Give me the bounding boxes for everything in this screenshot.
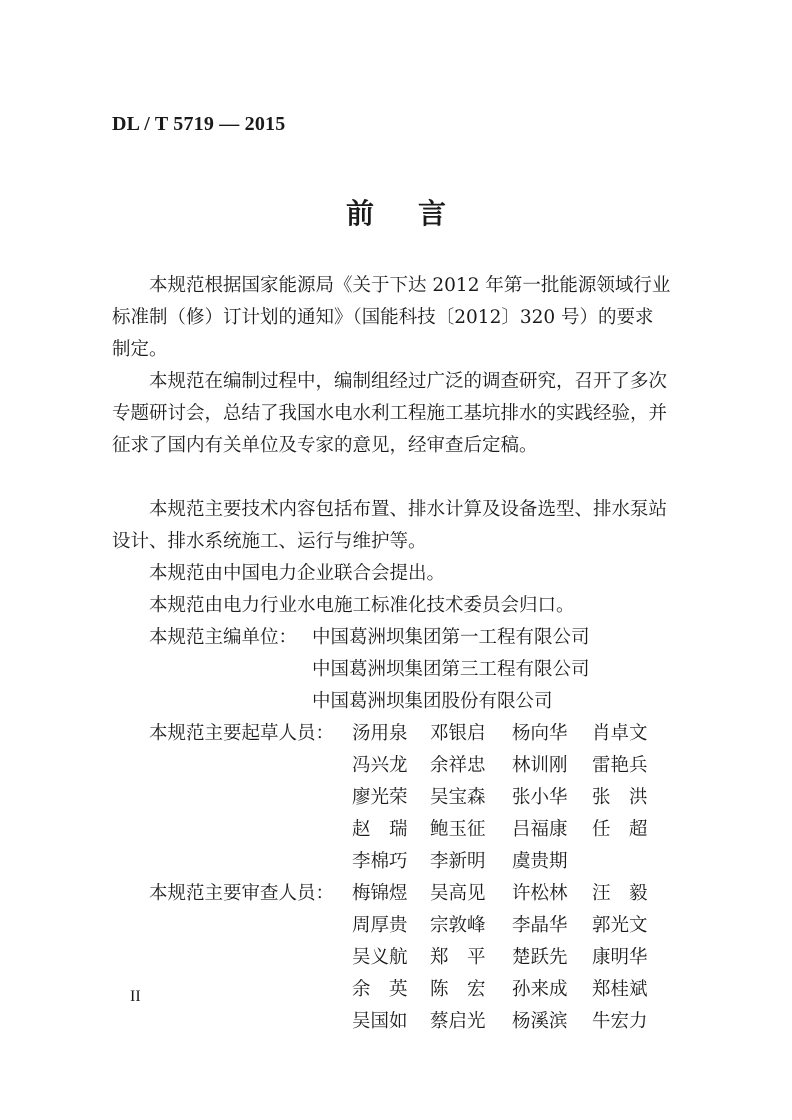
- drafter-name: 吴宝森: [430, 787, 486, 808]
- reviewer-name: 吴高见: [430, 883, 486, 904]
- drafter-name: 杨向华: [512, 723, 568, 744]
- reviewer-name: 汪 毅: [592, 883, 648, 904]
- reviewers-label: 本规范主要审查人员：: [149, 883, 335, 904]
- chief-unit-3: 中国葛洲坝集团股份有限公司: [312, 691, 553, 712]
- reviewer-name: 余 英: [352, 979, 408, 1000]
- reviewer-name: 许松林: [512, 883, 568, 904]
- page-title: 前言: [345, 197, 490, 230]
- paragraph-basis: 本规范根据国家能源局《关于下达 2012 年第一批能源领域行业标准制（修）订计划的通知》（国能科技〔2012〕320 号）的要求制定。: [112, 275, 671, 360]
- reviewer-name: 康明华: [592, 947, 648, 968]
- paragraph-proposer: 本规范由中国电力企业联合会提出。: [149, 563, 446, 584]
- chief-units-label: 本规范主编单位：: [149, 627, 298, 648]
- chief-unit-2: 中国葛洲坝集团第三工程有限公司: [312, 659, 590, 680]
- paragraph-process: 本规范在编制过程中，编制组经过广泛的调查研究，召开了多次专题研讨会，总结了我国水电水利工程施工基坑排水的实践经验，并征求了国内有关单位及专家的意见，经审查后定稿。: [112, 371, 668, 456]
- reviewer-name: 宗敦峰: [430, 915, 486, 936]
- reviewer-name: 郭光文: [592, 915, 648, 936]
- drafters-label: 本规范主要起草人员：: [149, 723, 335, 744]
- reviewer-name: 吴义航: [352, 947, 408, 968]
- drafter-name: 鲍玉征: [430, 819, 486, 840]
- drafter-name: 雷艳兵: [592, 755, 648, 776]
- drafter-name: 张 洪: [592, 787, 648, 808]
- drafter-name: 廖光荣: [352, 787, 408, 808]
- drafter-name: 李新明: [430, 851, 486, 872]
- drafter-name: 赵 瑞: [352, 819, 408, 840]
- reviewer-name: 郑桂斌: [592, 979, 648, 1000]
- reviewer-name: 牛宏力: [592, 1011, 648, 1032]
- drafter-name: 余祥忠: [430, 755, 486, 776]
- drafter-name: 张小华: [512, 787, 568, 808]
- reviewer-name: 陈 宏: [430, 979, 486, 1000]
- reviewer-name: 孙来成: [512, 979, 568, 1000]
- paragraph-content: 本规范主要技术内容包括布置、排水计算及设备选型、排水泵站设计、排水系统施工、运行与维护等。: [112, 499, 668, 552]
- drafter-name: 李棉巧: [352, 851, 408, 872]
- reviewer-name: 楚跃先: [512, 947, 568, 968]
- reviewer-name: 蔡启光: [430, 1011, 486, 1032]
- standard-code: DL / T 5719 — 2015: [112, 113, 286, 135]
- paragraph-administrator: 本规范由电力行业水电施工标准化技术委员会归口。: [149, 595, 575, 616]
- page-number: II: [130, 988, 141, 1005]
- drafter-name: 吕福康: [512, 819, 568, 840]
- reviewer-name: 周厚贵: [352, 915, 408, 936]
- drafter-name: 汤用泉: [352, 723, 408, 744]
- chief-unit-1: 中国葛洲坝集团第一工程有限公司: [312, 627, 590, 648]
- drafter-name: 邓银启: [430, 723, 486, 744]
- reviewer-name: 杨溪滨: [512, 1011, 568, 1032]
- reviewer-name: 梅锦煜: [352, 883, 408, 904]
- reviewer-name: 李晶华: [512, 915, 568, 936]
- drafter-name: 林训刚: [512, 755, 568, 776]
- reviewer-name: 郑 平: [430, 947, 486, 968]
- drafter-name: 虞贵期: [512, 851, 568, 872]
- drafter-name: 任 超: [592, 819, 648, 840]
- drafter-name: 冯兴龙: [352, 755, 408, 776]
- drafter-name: 肖卓文: [592, 723, 648, 744]
- reviewer-name: 吴国如: [352, 1011, 408, 1032]
